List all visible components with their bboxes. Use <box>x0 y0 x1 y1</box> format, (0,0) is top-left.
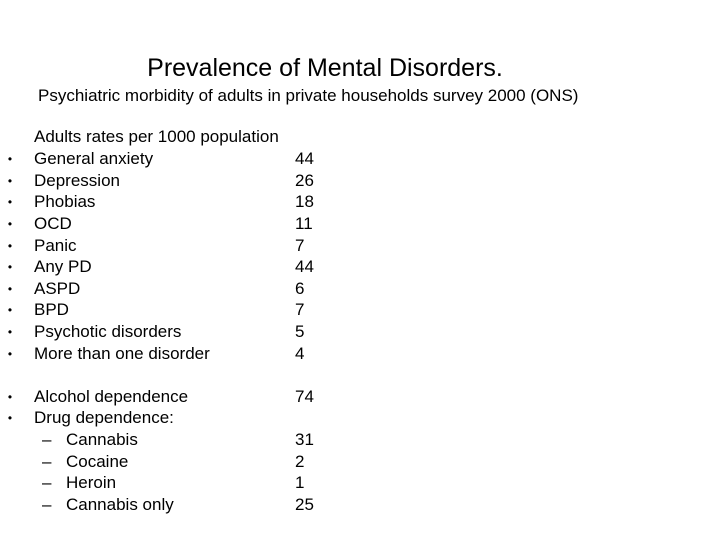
sub-list-item <box>0 472 720 494</box>
list-item <box>0 299 720 321</box>
sub-list-item-value: 1 <box>295 473 305 492</box>
list-item-value: 7 <box>295 236 305 255</box>
slide-subtitle: Psychiatric morbidity of adults in private households survey 2000 (ONS) <box>38 86 579 105</box>
bullet-icon: • <box>7 174 13 188</box>
dash-icon: – <box>42 495 52 514</box>
bullet-icon: • <box>7 411 13 425</box>
section-header: Adults rates per 1000 population <box>34 127 279 146</box>
sub-list-item <box>0 451 720 473</box>
list-item-value: 44 <box>295 149 314 168</box>
sub-list-item-value: 25 <box>295 495 314 514</box>
list-item-label: Phobias <box>34 192 96 211</box>
bullet-icon: • <box>7 390 13 404</box>
bullet-icon: • <box>7 217 13 231</box>
list-item-value: 7 <box>295 300 305 319</box>
list-item <box>0 407 720 429</box>
sub-list-item-value: 31 <box>295 430 314 449</box>
bullet-icon: • <box>7 347 13 361</box>
list-item <box>0 386 720 408</box>
list-item-value: 11 <box>295 214 313 233</box>
list-item-value: 6 <box>295 279 305 298</box>
list-item-value: 4 <box>295 344 305 363</box>
list-item-label: Panic <box>34 236 77 255</box>
sub-list-item-label: Cannabis <box>66 430 138 449</box>
list-item <box>0 235 720 257</box>
list-item <box>0 256 720 278</box>
sub-list-item-value: 2 <box>295 452 305 471</box>
list-item-label: Depression <box>34 171 120 190</box>
list-item-value: 5 <box>295 322 305 341</box>
list-item <box>0 148 720 170</box>
list-item-label: More than one disorder <box>34 344 210 363</box>
bullet-icon: • <box>7 195 13 209</box>
bullet-icon: • <box>7 239 13 253</box>
slide-title: Prevalence of Mental Disorders. <box>147 54 503 82</box>
list-item <box>0 191 720 213</box>
dash-icon: – <box>42 452 52 471</box>
list-item-value: 74 <box>295 387 314 406</box>
list-item-label: Alcohol dependence <box>34 387 189 406</box>
list-item <box>0 343 720 365</box>
list-item <box>0 278 720 300</box>
list-item <box>0 321 720 343</box>
sub-list-item <box>0 494 720 516</box>
sub-list-item-label: Heroin <box>66 473 117 492</box>
list-item-value: 44 <box>295 257 314 276</box>
list-item-label: BPD <box>34 300 69 319</box>
section-header-row <box>0 126 720 148</box>
bullet-icon: • <box>7 325 13 339</box>
list-item-label: General anxiety <box>34 149 154 168</box>
bullet-icon: • <box>7 303 13 317</box>
sub-list-item <box>0 429 720 451</box>
bullet-icon: • <box>7 152 13 166</box>
list-item-label: Any PD <box>34 257 92 276</box>
list-item-label: ASPD <box>34 279 81 298</box>
sub-list-item-label: Cannabis only <box>66 495 174 514</box>
list-item-label: Psychotic disorders <box>34 322 182 341</box>
sub-list-item-label: Cocaine <box>66 452 129 471</box>
bullet-icon: • <box>7 260 13 274</box>
dash-icon: – <box>42 430 52 449</box>
bullet-icon: • <box>7 282 13 296</box>
list-item <box>0 213 720 235</box>
list-item <box>0 170 720 192</box>
list-item-label: OCD <box>34 214 72 233</box>
list-item-label: Drug dependence: <box>34 408 174 427</box>
list-item-value: 26 <box>295 171 314 190</box>
dash-icon: – <box>42 473 52 492</box>
list-item-value: 18 <box>295 192 314 211</box>
